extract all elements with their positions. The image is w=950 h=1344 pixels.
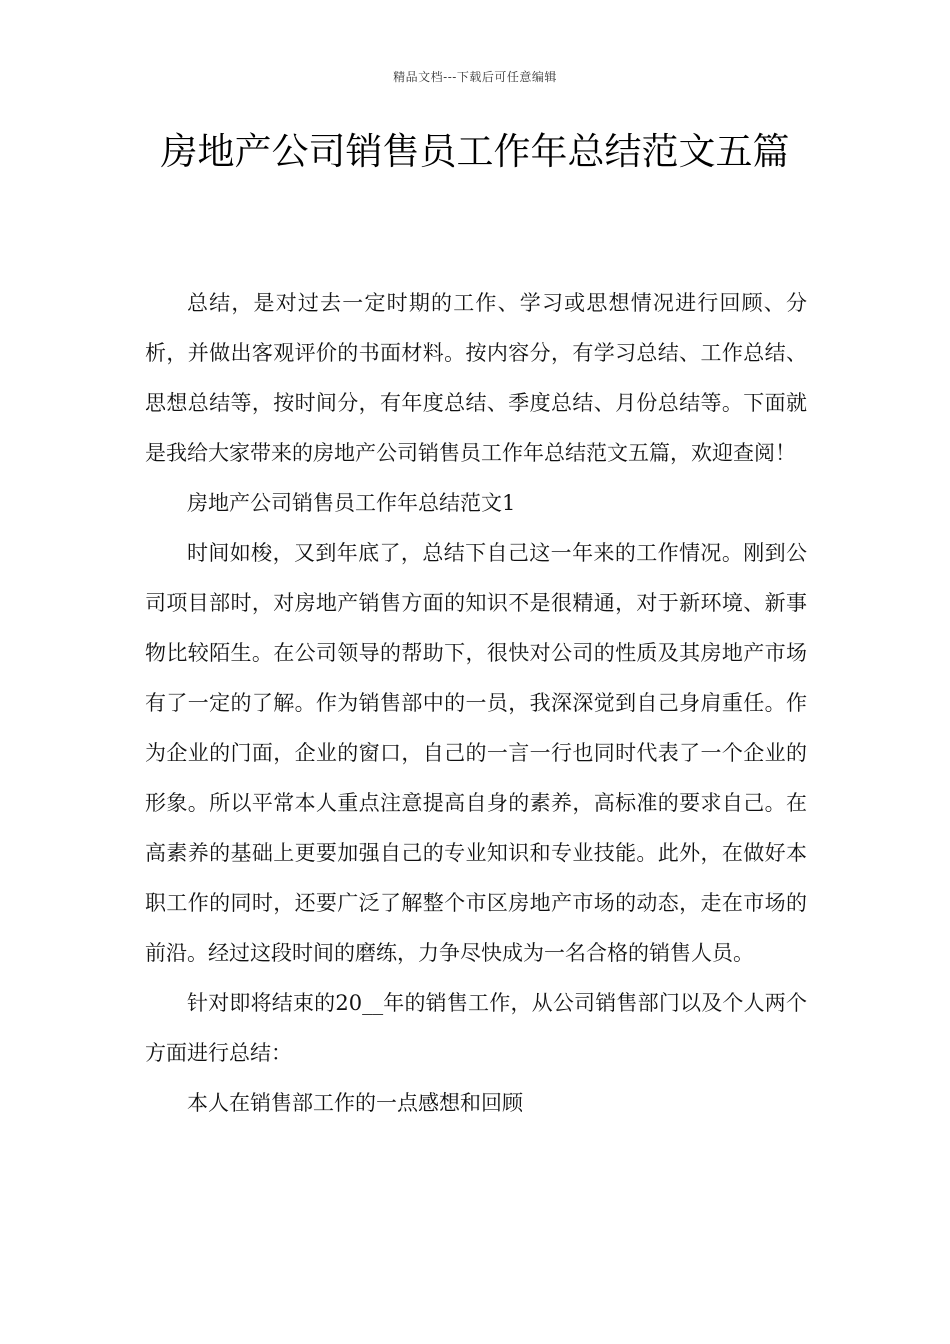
body-paragraph: 时间如梭，又到年底了，总结下自己这一年来的工作情况。刚到公司项目部时，对房地产销售方面的知识不是很精通，对于新环境、新事物比较陌生。在公司领导的帮助下，很快对公司的性质及其房地产市场有了一定的了解。作为销售部中的一员，我深深觉到自己身肩重任。作为企业的门面，企业的窗口，自己的一言一行也同时代表了一个企业的形象。所以平常本人重点注意提高自身的素养，高标准的要求自己。在高素养的基础上更要加强自己的专业知识和专业技能。此外，在做好本职工作的同时，还要广泛了解整个市区房地产市场的动态，走在市场的前沿。经过这段时间的磨练，力争尽快成为一名合格的销售人员。: [145, 541, 807, 965]
header-note: 精品文档---下载后可任意编辑: [393, 70, 557, 84]
intro-paragraph: 总结，是对过去一定时期的工作、学习或思想情况进行回顾、分析，并做出客观评价的书面材料。按内容分，有学习总结、工作总结、思想总结等，按时间分，有年度总结、季度总结、月份总结等。下面就是我给大家带来的房地产公司销售员工作年总结范文五篇，欢迎查阅！: [145, 291, 807, 465]
subsection-heading: 本人在销售部工作的一点感想和回顾: [187, 1091, 523, 1115]
document-body: [145, 278, 807, 1128]
document-title: 房地产公司销售员工作年总结范文五篇: [160, 130, 790, 173]
body-paragraph: 针对即将结束的20__年的销售工作，从公司销售部门以及个人两个方面进行总结：: [145, 991, 807, 1065]
section-heading: 房地产公司销售员工作年总结范文1: [187, 491, 516, 515]
